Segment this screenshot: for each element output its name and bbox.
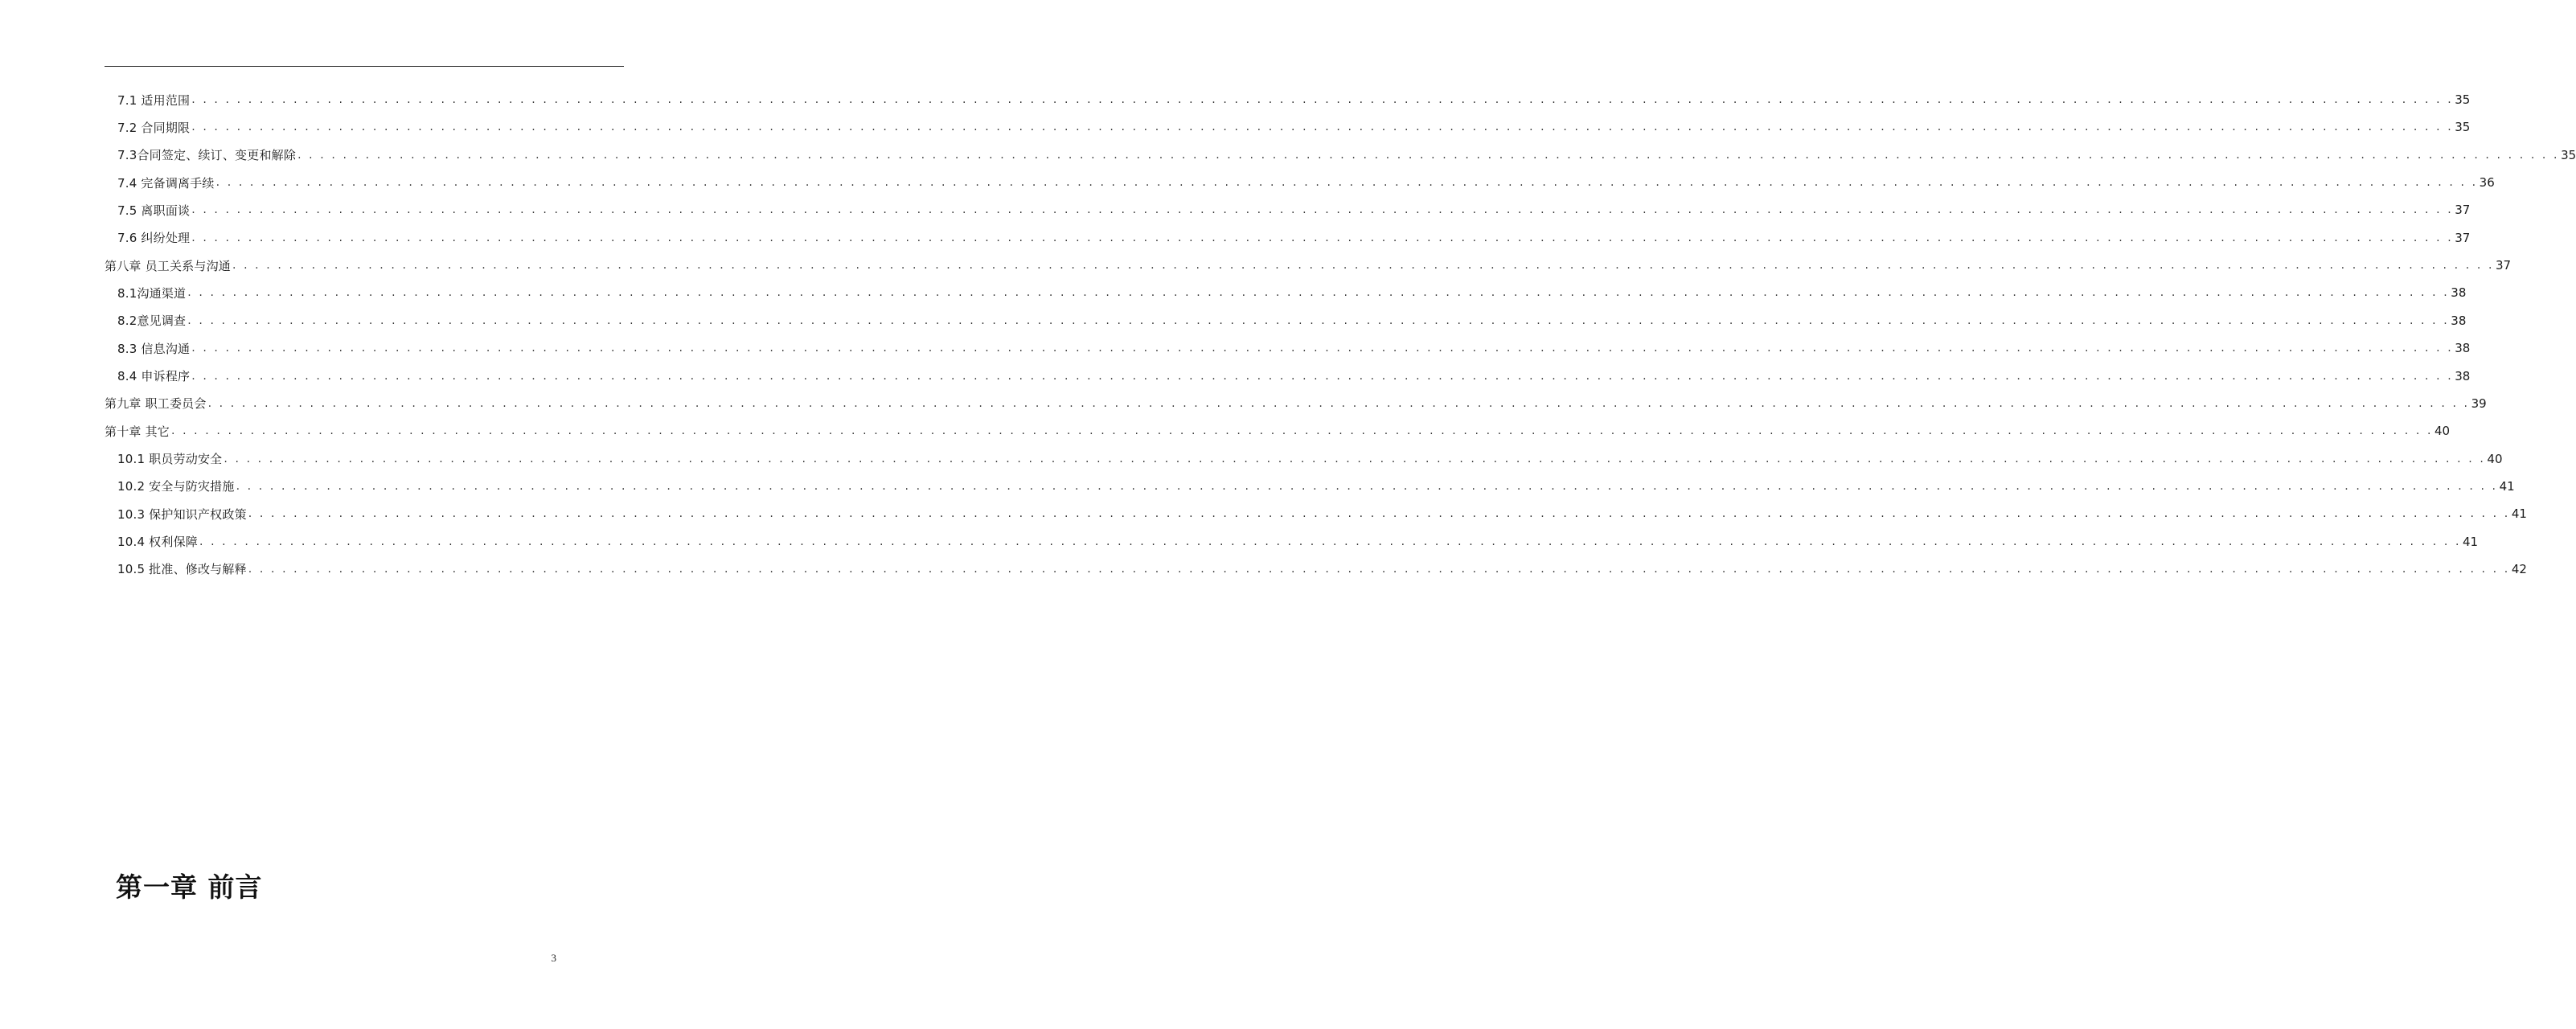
toc-entry-page: 38 bbox=[2455, 341, 2471, 356]
toc-entry[interactable] bbox=[117, 196, 2471, 223]
toc-entry-label: 8.4 申诉程序 bbox=[117, 369, 191, 383]
toc-entry[interactable] bbox=[117, 334, 2471, 362]
toc-entry[interactable] bbox=[105, 417, 2451, 445]
toc-dot-leader: . . . . . . . . . . . . . . . . . . . . . . . . . . . . . . . . . . . . . . . . . . . . . . . . . . . . . . . . . . . . . . . . . . . . . . . . . . . . . . . . . . . . . . . . . . . . . . . . . . . . . . . . . . . . . . . . . . . . . . . . . . . . . . . . . . . . . . . . . . . . . . . . . . . . . . . . . . . . . . . . . . . . . . . . . . . . . . . . . . . . . . . . . . . . . . . . . . . . . . . . bbox=[224, 452, 2486, 465]
toc-entry-label: 7.3合同签定、续订、变更和解除 bbox=[117, 148, 297, 163]
toc-entry[interactable] bbox=[117, 473, 2515, 500]
toc-dot-leader: . . . . . . . . . . . . . . . . . . . . . . . . . . . . . . . . . . . . . . . . . . . . . . . . . . . . . . . . . . . . . . . . . . . . . . . . . . . . . . . . . . . . . . . . . . . . . . . . . . . . . . . . . . . . . . . . . . . . . . . . . . . . . . . . . . . . . . . . . . . . . . . . . . . . . . . . . . . . . . . . . . . . . . . . . . . . . . . . . . . . . . . . . . . . . . . . . . . . . . . . bbox=[248, 507, 2510, 521]
toc-entry[interactable] bbox=[117, 113, 2471, 141]
toc-dot-leader: . . . . . . . . . . . . . . . . . . . . . . . . . . . . . . . . . . . . . . . . . . . . . . . . . . . . . . . . . . . . . . . . . . . . . . . . . . . . . . . . . . . . . . . . . . . . . . . . . . . . . . . . . . . . . . . . . . . . . . . . . . . . . . . . . . . . . . . . . . . . . . . . . . . . . . . . . . . . . . . . . . . . . . . . . . . . . . . . . . . . . . . . . . . . . . . . . . . . . . . . bbox=[170, 424, 2433, 438]
toc-dot-leader: . . . . . . . . . . . . . . . . . . . . . . . . . . . . . . . . . . . . . . . . . . . . . . . . . . . . . . . . . . . . . . . . . . . . . . . . . . . . . . . . . . . . . . . . . . . . . . . . . . . . . . . . . . . . . . . . . . . . . . . . . . . . . . . . . . . . . . . . . . . . . . . . . . . . . . . . . . . . . . . . . . . . . . . . . . . . . . . . . . . . . . . . . . . . . . . . . . . . . . . . bbox=[207, 396, 2470, 410]
toc-entry[interactable] bbox=[105, 252, 2512, 279]
toc-entry[interactable] bbox=[117, 86, 2471, 113]
toc-entry-label: 10.1 职员劳动安全 bbox=[117, 452, 223, 467]
toc-entry[interactable] bbox=[117, 445, 2503, 473]
toc-entry-label: 第八章 员工关系与沟通 bbox=[105, 258, 231, 273]
toc-entry[interactable] bbox=[117, 307, 2467, 334]
header-rule bbox=[105, 66, 624, 67]
toc-entry-label: 第十章 其它 bbox=[105, 424, 170, 439]
toc-entry-page: 37 bbox=[2496, 258, 2512, 273]
toc-entry-label: 8.2意见调查 bbox=[117, 314, 187, 329]
toc-entry-page: 39 bbox=[2471, 396, 2487, 411]
toc-entry-page: 41 bbox=[2511, 506, 2527, 522]
toc-entry-label: 8.3 信息沟通 bbox=[117, 341, 191, 356]
toc-dot-leader: . . . . . . . . . . . . . . . . . . . . . . . . . . . . . . . . . . . . . . . . . . . . . . . . . . . . . . . . . . . . . . . . . . . . . . . . . . . . . . . . . . . . . . . . . . . . . . . . . . . . . . . . . . . . . . . . . . . . . . . . . . . . . . . . . . . . . . . . . . . . . . . . . . . . . . . . . . . . . . . . . . . . . . . . . . . . . . . . . . . . . . . . . . . . . . . . . . . . . . . . bbox=[215, 176, 2478, 190]
toc-dot-leader: . . . . . . . . . . . . . . . . . . . . . . . . . . . . . . . . . . . . . . . . . . . . . . . . . . . . . . . . . . . . . . . . . . . . . . . . . . . . . . . . . . . . . . . . . . . . . . . . . . . . . . . . . . . . . . . . . . . . . . . . . . . . . . . . . . . . . . . . . . . . . . . . . . . . . . . . . . . . . . . . . . . . . . . . . . . . . . . . . . . . . . . . . . . . . . . . . . . . . . . . bbox=[199, 535, 2461, 548]
toc-dot-leader: . . . . . . . . . . . . . . . . . . . . . . . . . . . . . . . . . . . . . . . . . . . . . . . . . . . . . . . . . . . . . . . . . . . . . . . . . . . . . . . . . . . . . . . . . . . . . . . . . . . . . . . . . . . . . . . . . . . . . . . . . . . . . . . . . . . . . . . . . . . . . . . . . . . . . . . . . . . . . . . . . . . . . . . . . . . . . . . . . . . . . . . . . . . . . . . . . . . . . . . . bbox=[236, 479, 2498, 493]
toc-dot-leader: . . . . . . . . . . . . . . . . . . . . . . . . . . . . . . . . . . . . . . . . . . . . . . . . . . . . . . . . . . . . . . . . . . . . . . . . . . . . . . . . . . . . . . . . . . . . . . . . . . . . . . . . . . . . . . . . . . . . . . . . . . . . . . . . . . . . . . . . . . . . . . . . . . . . . . . . . . . . . . . . . . . . . . . . . . . . . . . . . . . . . . . . . . . . . . . . . . . . . . . . bbox=[232, 259, 2495, 273]
toc-entry-page: 40 bbox=[2434, 424, 2451, 439]
toc-entry-label: 10.4 权利保障 bbox=[117, 535, 198, 550]
toc-dot-leader: . . . . . . . . . . . . . . . . . . . . . . . . . . . . . . . . . . . . . . . . . . . . . . . . . . . . . . . . . . . . . . . . . . . . . . . . . . . . . . . . . . . . . . . . . . . . . . . . . . . . . . . . . . . . . . . . . . . . . . . . . . . . . . . . . . . . . . . . . . . . . . . . . . . . . . . . . . . . . . . . . . . . . . . . . . . . . . . . . . . . . . . . . . . . . . . . . . . . . . . . bbox=[191, 121, 2454, 134]
toc-entry-page: 38 bbox=[2455, 368, 2471, 383]
toc-entry[interactable] bbox=[117, 169, 2495, 196]
toc-entry-page: 41 bbox=[2499, 478, 2515, 494]
toc-entry-page: 35 bbox=[2561, 147, 2576, 162]
toc-entry-page: 37 bbox=[2455, 230, 2471, 245]
toc-dot-leader: . . . . . . . . . . . . . . . . . . . . . . . . . . . . . . . . . . . . . . . . . . . . . . . . . . . . . . . . . . . . . . . . . . . . . . . . . . . . . . . . . . . . . . . . . . . . . . . . . . . . . . . . . . . . . . . . . . . . . . . . . . . . . . . . . . . . . . . . . . . . . . . . . . . . . . . . . . . . . . . . . . . . . . . . . . . . . . . . . . . . . . . . . . . . . . . . . . . . . . . . bbox=[191, 203, 2454, 217]
toc-entry-page: 38 bbox=[2451, 313, 2467, 328]
toc-entry-page: 40 bbox=[2487, 451, 2503, 466]
toc-entry-page: 35 bbox=[2455, 120, 2471, 135]
toc-entry-page: 35 bbox=[2455, 92, 2471, 107]
toc-entry-label: 7.4 完备调离手续 bbox=[117, 175, 215, 191]
toc-entry-label: 10.2 安全与防灾措施 bbox=[117, 479, 235, 494]
toc-entry[interactable] bbox=[117, 224, 2471, 252]
toc-entry-label: 7.6 纠纷处理 bbox=[117, 231, 191, 246]
toc-entry-page: 37 bbox=[2455, 203, 2471, 218]
toc-entry-page: 38 bbox=[2451, 285, 2467, 301]
toc-entry[interactable] bbox=[117, 528, 2479, 555]
toc-entry-label: 7.2 合同期限 bbox=[117, 120, 191, 135]
toc-dot-leader: . . . . . . . . . . . . . . . . . . . . . . . . . . . . . . . . . . . . . . . . . . . . . . . . . . . . . . . . . . . . . . . . . . . . . . . . . . . . . . . . . . . . . . . . . . . . . . . . . . . . . . . . . . . . . . . . . . . . . . . . . . . . . . . . . . . . . . . . . . . . . . . . . . . . . . . . . . . . . . . . . . . . . . . . . . . . . . . . . . . . . . . . . . . . . . . . . . . . . . . . bbox=[248, 562, 2510, 576]
toc-entry[interactable] bbox=[117, 141, 2576, 169]
toc-entry-label: 第九章 职工委员会 bbox=[105, 396, 207, 412]
toc-dot-leader: . . . . . . . . . . . . . . . . . . . . . . . . . . . . . . . . . . . . . . . . . . . . . . . . . . . . . . . . . . . . . . . . . . . . . . . . . . . . . . . . . . . . . . . . . . . . . . . . . . . . . . . . . . . . . . . . . . . . . . . . . . . . . . . . . . . . . . . . . . . . . . . . . . . . . . . . . . . . . . . . . . . . . . . . . . . . . . . . . . . . . . . . . . . . . . . . . . . . . . . . bbox=[187, 314, 2450, 327]
toc-entry-label: 10.5 批准、修改与解释 bbox=[117, 562, 247, 577]
toc-dot-leader: . . . . . . . . . . . . . . . . . . . . . . . . . . . . . . . . . . . . . . . . . . . . . . . . . . . . . . . . . . . . . . . . . . . . . . . . . . . . . . . . . . . . . . . . . . . . . . . . . . . . . . . . . . . . . . . . . . . . . . . . . . . . . . . . . . . . . . . . . . . . . . . . . . . . . . . . . . . . . . . . . . . . . . . . . . . . . . . . . . . . . . . . . . . . . . . . . . . . . . . . bbox=[191, 231, 2454, 244]
toc-entry-page: 42 bbox=[2511, 561, 2527, 576]
toc-entry-page: 41 bbox=[2463, 534, 2479, 549]
toc-entry-label: 8.1沟通渠道 bbox=[117, 285, 187, 301]
page-number: 3 bbox=[551, 952, 556, 964]
toc-entry-label: 7.5 离职面谈 bbox=[117, 203, 191, 218]
chapter-heading: 第一章 前言 bbox=[116, 871, 263, 903]
toc-dot-leader: . . . . . . . . . . . . . . . . . . . . . . . . . . . . . . . . . . . . . . . . . . . . . . . . . . . . . . . . . . . . . . . . . . . . . . . . . . . . . . . . . . . . . . . . . . . . . . . . . . . . . . . . . . . . . . . . . . . . . . . . . . . . . . . . . . . . . . . . . . . . . . . . . . . . . . . . . . . . . . . . . . . . . . . . . . . . . . . . . . . . . . . . . . . . . . . . . . . . . . . . bbox=[191, 369, 2454, 383]
toc-entry-page: 36 bbox=[2479, 175, 2495, 191]
toc-entry[interactable] bbox=[117, 363, 2471, 390]
toc-dot-leader: . . . . . . . . . . . . . . . . . . . . . . . . . . . . . . . . . . . . . . . . . . . . . . . . . . . . . . . . . . . . . . . . . . . . . . . . . . . . . . . . . . . . . . . . . . . . . . . . . . . . . . . . . . . . . . . . . . . . . . . . . . . . . . . . . . . . . . . . . . . . . . . . . . . . . . . . . . . . . . . . . . . . . . . . . . . . . . . . . . . . . . . . . . . . . . . . . . . . . . . . bbox=[191, 93, 2454, 106]
toc-entry[interactable] bbox=[117, 500, 2527, 527]
toc-entry-label: 10.3 保护知识产权政策 bbox=[117, 506, 247, 522]
toc-entry[interactable] bbox=[105, 390, 2487, 417]
toc-entry[interactable] bbox=[117, 555, 2527, 583]
toc-dot-leader: . . . . . . . . . . . . . . . . . . . . . . . . . . . . . . . . . . . . . . . . . . . . . . . . . . . . . . . . . . . . . . . . . . . . . . . . . . . . . . . . . . . . . . . . . . . . . . . . . . . . . . . . . . . . . . . . . . . . . . . . . . . . . . . . . . . . . . . . . . . . . . . . . . . . . . . . . . . . . . . . . . . . . . . . . . . . . . . . . . . . . . . . . . . . . . . . . . . . . . . . bbox=[191, 342, 2454, 355]
toc-entry-label: 7.1 适用范围 bbox=[117, 92, 191, 108]
toc-entry[interactable] bbox=[117, 279, 2467, 306]
toc-dot-leader: . . . . . . . . . . . . . . . . . . . . . . . . . . . . . . . . . . . . . . . . . . . . . . . . . . . . . . . . . . . . . . . . . . . . . . . . . . . . . . . . . . . . . . . . . . . . . . . . . . . . . . . . . . . . . . . . . . . . . . . . . . . . . . . . . . . . . . . . . . . . . . . . . . . . . . . . . . . . . . . . . . . . . . . . . . . . . . . . . . . . . . . . . . . . . . . . . . . . . . . . bbox=[297, 148, 2560, 162]
toc-dot-leader: . . . . . . . . . . . . . . . . . . . . . . . . . . . . . . . . . . . . . . . . . . . . . . . . . . . . . . . . . . . . . . . . . . . . . . . . . . . . . . . . . . . . . . . . . . . . . . . . . . . . . . . . . . . . . . . . . . . . . . . . . . . . . . . . . . . . . . . . . . . . . . . . . . . . . . . . . . . . . . . . . . . . . . . . . . . . . . . . . . . . . . . . . . . . . . . . . . . . . . . . bbox=[187, 286, 2450, 300]
